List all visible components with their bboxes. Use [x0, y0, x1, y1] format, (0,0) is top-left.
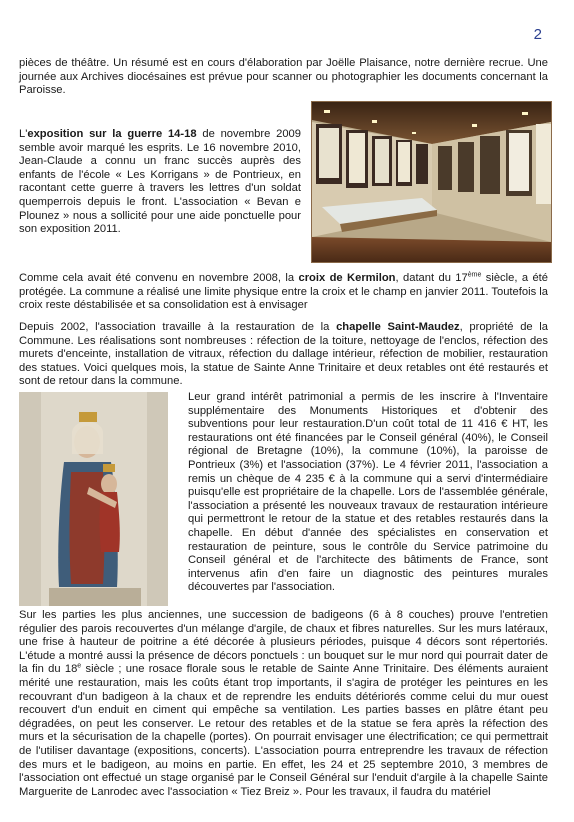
exhibition-photo — [311, 101, 552, 263]
cross-heading: croix de Kermilon — [298, 272, 396, 284]
paragraph-heritage: Leur grand intérêt patrimonial a permis de les inscrire à l'Inventaire supplémentaire des Monuments Historiques et d'obtenir des subventions pour leur restauration.D'un coût total de 11 416 € HT, les restaurations ont été financées par le Conseil général (40%), le Conseil régional de Bretagne (10%), la commune (10%), la paroisse de Pontrieux (3%) et l'association (37%). Le 4 février 2011, l'association a remis un chèque de 4 235 € à la commune qui a servi d'intermédiaire puisqu'elle est propriétaire de la chapelle. Lors de l'assemblée générale, l'association a présenté les nouveaux travaux de restauration intérieure qui permettront le retour de la statue et des retables restaurés dans la chapelle. En début d'année des spécialistes en conservation et restauration de peinture, sous le contrôle du Service patrimoine du Conseil général et de l'architecte des bâtiments de France, sont intervenus afin d'en faire un diagnostic des peintures murales découvertes par l'association. — [188, 391, 548, 594]
paragraph-theatre: pièces de théâtre. Un résumé est en cours d'élaboration par Joëlle Plaisance, notre dernière recrue. Une journée aux Archives diocésaines est prévue pour scanner ou photographier les documents concernant la Paroisse. — [19, 57, 548, 97]
chapel-heading: chapelle Saint-Maudez — [336, 321, 460, 333]
paragraph-badigeons: Sur les parties les plus anciennes, une succession de badigeons (6 à 8 couches) prouve l'entretien régulier des parois recouvertes d'un mélange d'argile, de chaux et fibres naturelles. Sur les murs latéraux, une frise à hauteur de poitrine a été décorée à plusieurs périodes, puisque 4 décors sont répertoriés. L'étude a montré aussi la présence de décors ponctuels : un bouquet sur le mur nord qui pourrait dater de la fin du 18e siècle ; une rosace florale sous le retable de Sainte Anne Trinitaire. Des éléments auraient mérité une restauration, mais les coûts étant trop importants, il s'agira de protéger les peintures en les recouvrant d'un badigeon à la chaux et de reprendre les enduits détériorés comme celui du mur ouest recouvert d'un enduit en ciment qui empêche sa ventilation. Les parties basses en plâtre étant peu dégradées, on peut les conserver. Le retour des retables et de la statue se fera après la réfection des murs et la sécurisation de la chapelle (portes). On pourrait envisager une électrification; ce qui permettrait de l'utiliser davantage (expositions, concerts). L'association pourra entreprendre les travaux de réfection des murs et le badigeon, au moins en partie. En effet, les 24 et 25 septembre 2010, 3 membres de l'association ont effectué un stage organisé par le Conseil Général sur l'enduit d'argile à la chapelle Sainte Marguerite de Lanrodec avec l'association « Tiez Breiz ». Pour les travaux, il faudra du matériel — [19, 609, 548, 798]
paragraph-cross: Comme cela avait été convenu en novembre 2008, la croix de Kermilon, datant du 17ème siècle, a été protégée. La commune a réalisé une limite physique entre la croix et le champ en janvier 2011. Toutefois la croix reste déstabilisée et sa consolidation est à envisager — [19, 271, 548, 312]
paragraph-chapel: Depuis 2002, l'association travaille à la restauration de la chapelle Saint-Maudez, propriété de la Commune. Les réalisations sont nombreuses : réfection de la toiture, nettoyage de l'enclos, réfection des murets d'enceinte, installation de vitraux, réfection du dallage intérieur, réfection de mobilier, restauration des statues. Voici quelques mois, la statue de Sainte Anne Trinitaire et deux retables ont été restaurés et sont de retour dans la commune. — [19, 321, 548, 388]
sainte-anne-statue-image — [19, 392, 168, 606]
exhibition-hall-image — [312, 102, 551, 262]
exhibition-heading: exposition sur la guerre 14-18 — [27, 128, 197, 140]
paragraph-exhibition: L'exposition sur la guerre 14-18 de novembre 2009 semble avoir marqué les esprits. Le 16 novembre 2010, Jean-Claude a connu un franc succès auprès des enfants de l'école « Les Korrigans » de Pontrieux, en racontant cette guerre à travers les lettres d'un soldat quemperrois depuis le front. L'association « Bevan e Plounez » nous a sollicité pour une aide ponctuelle pour son exposition 2011. — [19, 128, 301, 236]
page-number: 2 — [533, 26, 542, 43]
statue-photo — [19, 392, 168, 606]
